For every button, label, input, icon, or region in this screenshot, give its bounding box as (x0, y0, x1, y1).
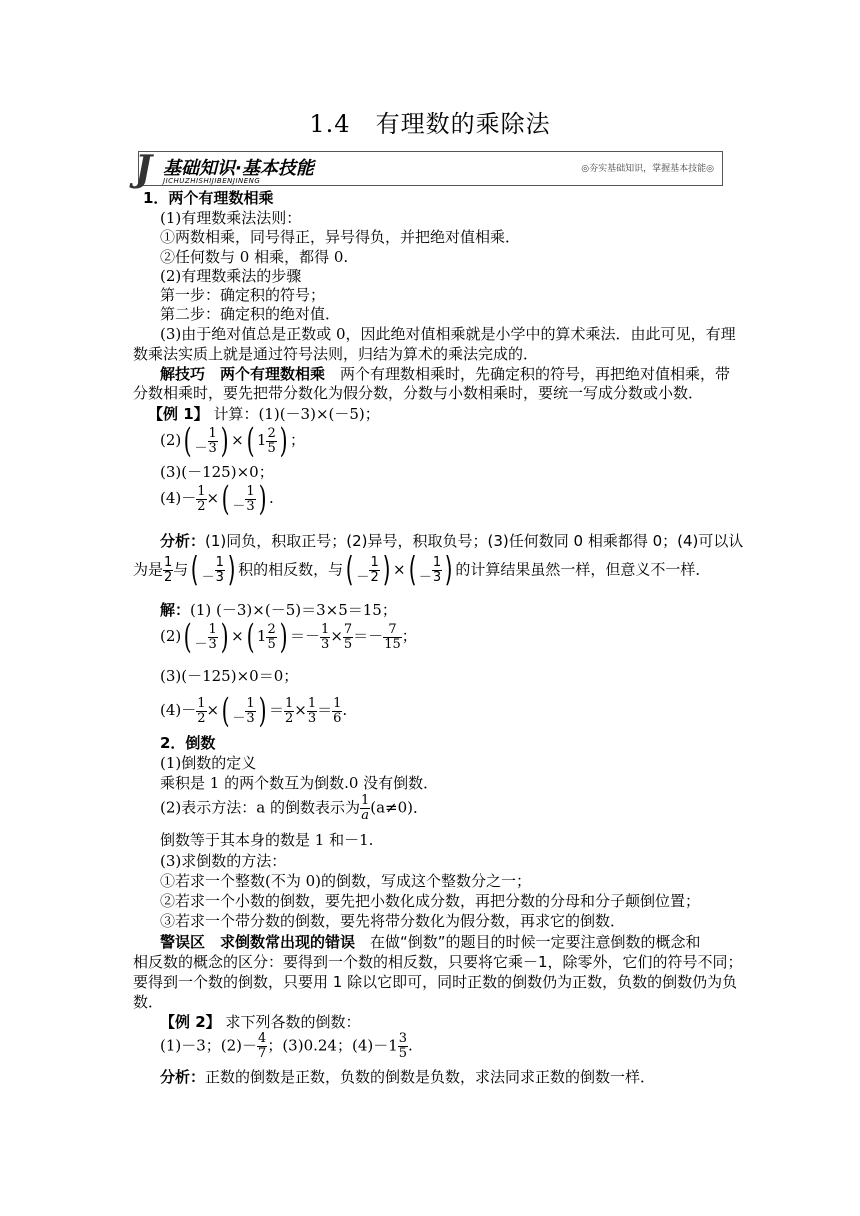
text-line: 倒数等于其本身的数是 1 和－1. (160, 831, 374, 849)
text-line: (2)表示方法：a 的倒数表示为 $\frac{1}{a}$ (a≠0)． (160, 793, 429, 823)
analysis-text: 积的相反数，与 (238, 560, 344, 579)
text-segment: (a≠0)． (370, 798, 429, 817)
math-expression: (2)( － $\frac{1}{3}$ ) ×( 1 $\frac{2}{5}$ ) ； (160, 421, 306, 461)
text-line: 第一步：确定积的符号； (160, 286, 326, 304)
text-line: 第二步：确定积的绝对值． (160, 305, 341, 323)
example-label: 【例 1】 (148, 405, 209, 423)
banner-pinyin: JICHUZHISHIJIBENJINENG (163, 177, 261, 185)
text-segment: (2)表示方法：a 的倒数表示为 (160, 798, 360, 817)
text-line: (3)求倒数的方法： (160, 852, 287, 870)
tip-label: 解技巧 两个有理数相乘 (160, 365, 326, 383)
solution-text: (1) (－3)×(－5)＝3×5＝15； (190, 601, 397, 619)
example-2-question (160, 1012, 360, 1032)
section-title: 1.4 有理数的乘除法 (309, 110, 551, 138)
text-line: (2)有理数乘法的步骤 (160, 267, 302, 285)
text-line: (3)(－125)×0； (160, 463, 274, 481)
tip-line (160, 364, 730, 384)
math-expression: (2)( － $\frac{1}{3}$ ) ×( 1 $\frac{2}{5}$ ) ＝－ $\frac{1}{3}$ × $\frac{7}{5}$ ＝－ $\frac{7}{15}$ ； (160, 617, 417, 657)
text-line: 乘积是 1 的两个数互为倒数.0 没有倒数． (160, 774, 439, 792)
banner-motto: ◎夯实基础知识，掌握基本技能◎ (581, 164, 714, 174)
analysis-text: 与 (173, 560, 189, 579)
text-line: (3)由于绝对值总是正数或 0，因此绝对值相乘就是小学中的算术乘法．由此可见，有理 (160, 325, 736, 343)
text-line: (1)倒数的定义 (160, 754, 257, 772)
section-banner (135, 148, 723, 190)
text-segment: (1)－3；(2)－ (160, 1036, 258, 1055)
warning-line: 数． (133, 993, 164, 1011)
banner-heading: 基础知识·基本技能 (163, 158, 314, 179)
warning-line: 要得到一个数的倒数，只要用 1 除以它即可，同时正数的倒数仍为正数，负数的倒数仍为负 (133, 973, 738, 991)
warning-line (160, 932, 701, 952)
analysis-text: 为是 (133, 560, 164, 579)
math-expression: (4)－ $\frac{1}{2}$ ×( － $\frac{1}{3}$ ) . (160, 479, 274, 519)
text-line: ①两数相乘，同号得正，异号得负，并把绝对值相乘． (160, 228, 521, 246)
text-line: (1)有理数乘法法则： (160, 209, 302, 227)
tip-line: 分数相乘时，要先把带分数化为假分数，分数与小数相乘时，要统一写成分数或小数． (133, 384, 704, 402)
analysis-line: 为是 $\frac{1}{2}$ 与( － $\frac{1}{3}$ ) 积的相反数，与( － $\frac{1}{2}$ ) ×( － $\frac{1}{3}$ ) 的计算结果虽然一样，但意义不一样． (133, 550, 711, 590)
tip-text: 两个有理数相乘时，先确定积的符号，再把绝对值相乘，带 (325, 365, 731, 383)
analysis-text: (1)同负，积取正号；(2)异号，积取负号；(3)任何数同 0 相乘都得 0；(4)可以认 (205, 532, 744, 550)
math-expression: (1)－3；(2)－ $\frac{4}{7}$ ；(3)0.24；(4)－1 $\frac{3}{5}$ . (160, 1031, 413, 1061)
text-line: ③若求一个带分数的倒数，要先将带分数化为假分数，再求它的倒数． (160, 912, 626, 930)
example-label: 【例 2】 (160, 1013, 221, 1031)
analysis-label: 分析： (160, 532, 206, 550)
analysis-line (160, 531, 743, 551)
analysis-text: 正数的倒数是正数，负数的倒数是负数，求法同求正数的倒数一样． (205, 1068, 656, 1086)
text-line: ②若求一个小数的倒数，要先把小数化成分数，再把分数的分母和分子颠倒位置； (160, 892, 701, 910)
banner-logo-j: J (135, 148, 153, 190)
example-text: 求下列各数的倒数： (225, 1013, 361, 1031)
analysis-line (160, 1067, 655, 1087)
analysis-label: 分析： (160, 1068, 206, 1086)
heading-reciprocal: 2．倒数 (160, 734, 216, 752)
text-line: ①若求一个整数(不为 0)的倒数，写成这个整数分之一； (160, 872, 532, 890)
heading-multiply: 1．两个有理数相乘 (143, 189, 274, 207)
text-line: ②任何数与 0 相乘，都得 0. (160, 248, 349, 266)
text-line: 数乘法实质上就是通过符号法则，归结为算术的乘法完成的． (133, 345, 539, 363)
text-segment: ；(3)0.24；(4)－1 (267, 1036, 398, 1055)
math-expression: (4)－ $\frac{1}{2}$ ×( － $\frac{1}{3}$ ) ＝ $\frac{1}{2}$ × $\frac{1}{3}$ ＝ $\frac{1}{6}$ . (160, 691, 348, 731)
solution-line (160, 600, 397, 620)
warning-line: 相反数的概念的区分：要得到一个数的相反数，只要将它乘－1，除零外，它们的符号不同； (133, 953, 743, 971)
analysis-text: 的计算结果虽然一样，但意义不一样． (455, 560, 711, 579)
solution-label: 解： (160, 601, 191, 619)
warning-text: 在做“倒数”的题目的时候一定要注意倒数的概念和 (355, 933, 701, 951)
example-text: 计算：(1)(－3)×(－5)； (213, 405, 380, 423)
warning-label: 警误区 求倒数常出现的错误 (160, 933, 356, 951)
text-line: (3)(－125)×0＝0； (160, 667, 299, 685)
